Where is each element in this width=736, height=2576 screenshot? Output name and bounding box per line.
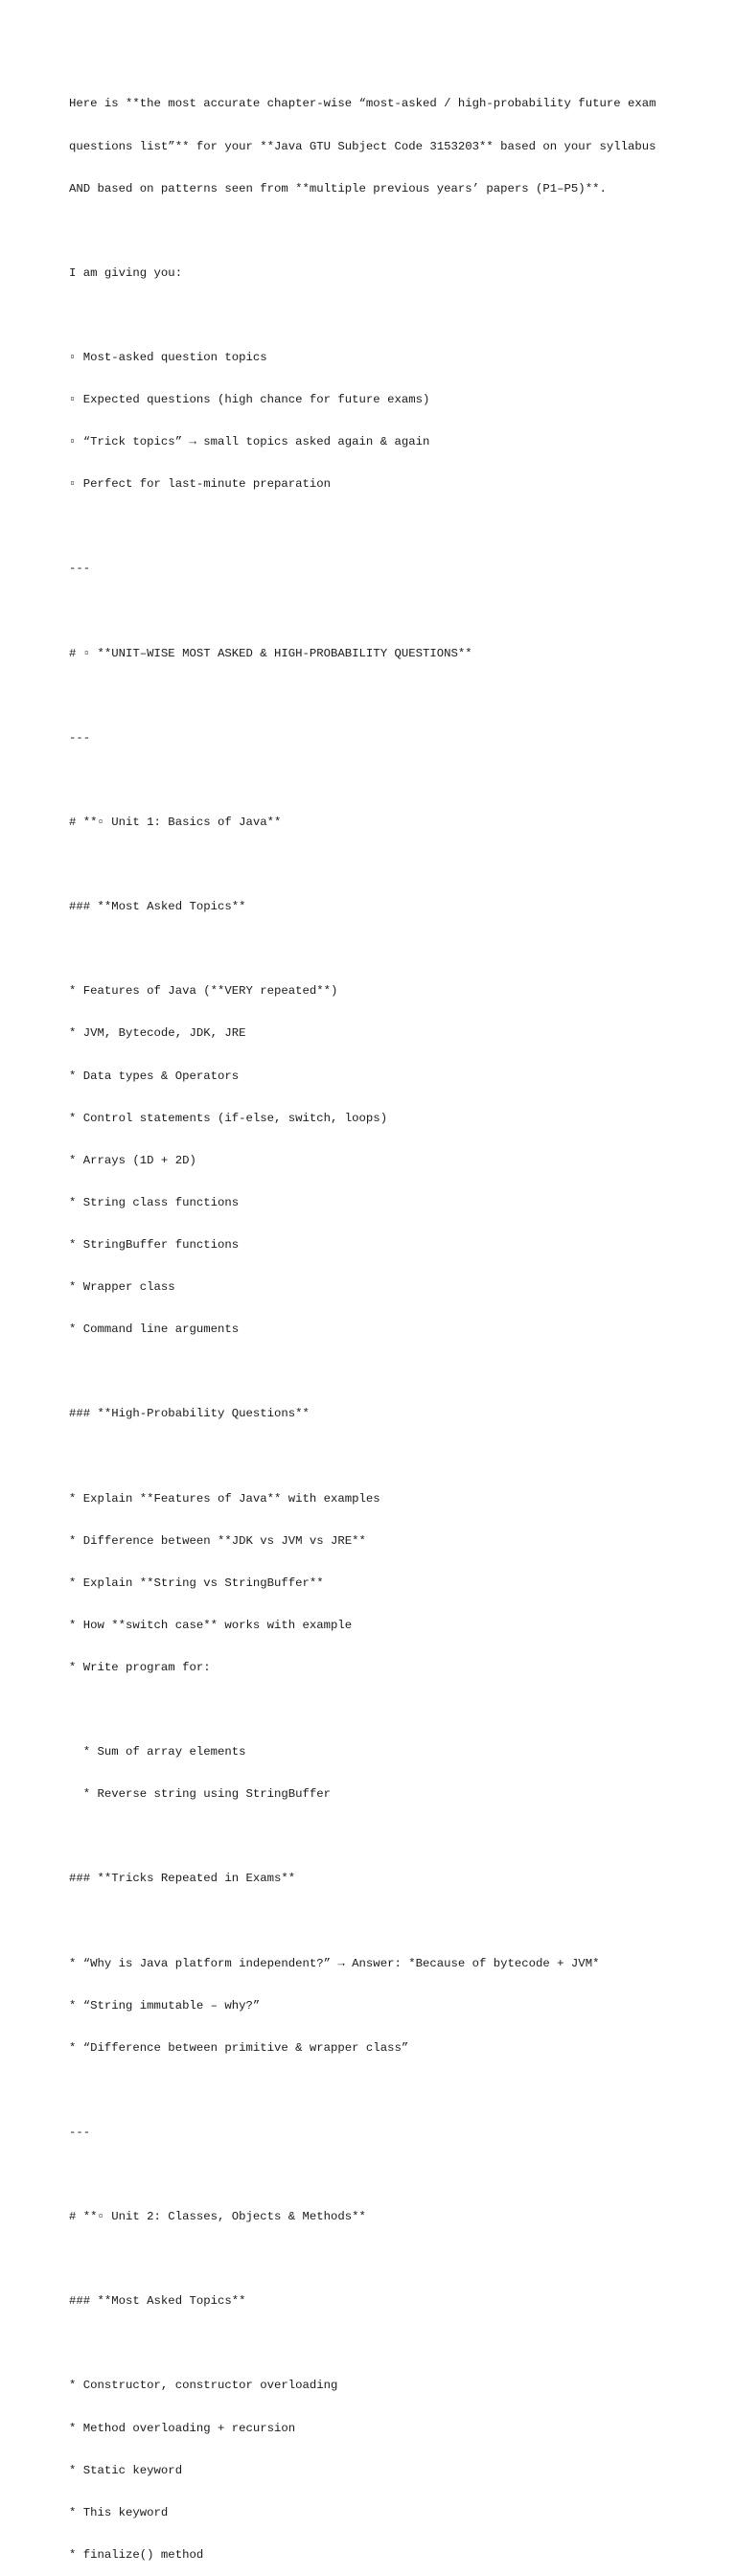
blank-line bbox=[69, 858, 702, 872]
list-item: * Explain **String vs StringBuffer** bbox=[69, 1576, 324, 1590]
list-item: * “String immutable – why?” bbox=[69, 1998, 261, 2012]
blank-line bbox=[69, 773, 702, 788]
list-item: * Explain **Features of Java** with examples bbox=[69, 1491, 380, 1506]
list-item: * Control statements (if-else, switch, loops) bbox=[69, 1111, 388, 1125]
blank-line bbox=[69, 1914, 702, 1928]
text-line: Here is **the most accurate chapter-wise “most-asked / high-probability future exam bbox=[69, 97, 656, 111]
subsection-heading: ### **High-Probability Questions** bbox=[69, 1407, 310, 1421]
unit-heading: # **▫ Unit 1: Basics of Java** bbox=[69, 816, 282, 829]
list-item: * Static keyword bbox=[69, 2463, 183, 2477]
divider: --- bbox=[69, 562, 91, 576]
list-item: * finalize() method bbox=[69, 2547, 204, 2562]
list-item: * This keyword bbox=[69, 2505, 169, 2519]
blank-line bbox=[69, 2083, 702, 2098]
list-item: ▫ Perfect for last-minute preparation bbox=[69, 477, 332, 492]
list-item: * StringBuffer functions bbox=[69, 1237, 240, 1252]
section-heading: # ▫ **UNIT–WISE MOST ASKED & HIGH-PROBABILITY QUESTIONS** bbox=[69, 646, 472, 660]
divider: --- bbox=[69, 730, 91, 745]
blank-line bbox=[69, 2252, 702, 2266]
unit-heading: # **▫ Unit 2: Classes, Objects & Methods** bbox=[69, 2210, 366, 2224]
nested-list-item: * Sum of array elements bbox=[69, 1745, 246, 1760]
list-item: * “Why is Java platform independent?” → Answer: *Because of bytecode + JVM* bbox=[69, 1956, 600, 1970]
list-item: * “Difference between primitive & wrapper class” bbox=[69, 2040, 409, 2055]
list-item: * String class functions bbox=[69, 1195, 240, 1209]
blank-line bbox=[69, 1449, 702, 1463]
blank-line bbox=[69, 309, 702, 323]
blank-line bbox=[69, 1365, 702, 1379]
blank-line bbox=[69, 689, 702, 703]
text-line: I am giving you: bbox=[69, 265, 183, 280]
list-item: * JVM, Bytecode, JDK, JRE bbox=[69, 1026, 246, 1041]
list-item: ▫ Expected questions (high chance for future exams) bbox=[69, 393, 430, 407]
blank-line bbox=[69, 605, 702, 619]
blank-line bbox=[69, 1703, 702, 1717]
list-item: * Method overloading + recursion bbox=[69, 2421, 296, 2435]
blank-line bbox=[69, 942, 702, 956]
list-item: * Write program for: bbox=[69, 1660, 211, 1674]
blank-line bbox=[69, 2336, 702, 2351]
blank-line bbox=[69, 2168, 702, 2182]
text-line: AND based on patterns seen from **multiple previous years’ papers (P1–P5)**. bbox=[69, 181, 607, 196]
text-line: questions list”** for your **Java GTU Subject Code 3153203** based on your syllabus bbox=[69, 139, 656, 153]
subsection-heading: ### **Most Asked Topics** bbox=[69, 900, 246, 914]
divider: --- bbox=[69, 2125, 91, 2139]
subsection-heading: ### **Tricks Repeated in Exams** bbox=[69, 1872, 296, 1886]
subsection-heading: ### **Most Asked Topics** bbox=[69, 2294, 246, 2309]
list-item: ▫ Most-asked question topics bbox=[69, 350, 267, 364]
list-item: * Data types & Operators bbox=[69, 1069, 240, 1083]
blank-line bbox=[69, 224, 702, 239]
blank-line bbox=[69, 519, 702, 534]
list-item: * Difference between **JDK vs JVM vs JRE** bbox=[69, 1533, 366, 1548]
list-item: * Constructor, constructor overloading bbox=[69, 2379, 338, 2393]
list-item: * Wrapper class bbox=[69, 1280, 175, 1295]
list-item: ▫ “Trick topics” → small topics asked again & again bbox=[69, 435, 430, 449]
document-body bbox=[69, 69, 702, 2576]
list-item: * Arrays (1D + 2D) bbox=[69, 1153, 196, 1167]
list-item: * Features of Java (**VERY repeated**) bbox=[69, 984, 338, 999]
blank-line bbox=[69, 1829, 702, 1844]
list-item: * Command line arguments bbox=[69, 1322, 240, 1337]
list-item: * How **switch case** works with example bbox=[69, 1618, 353, 1632]
nested-list-item: * Reverse string using StringBuffer bbox=[69, 1787, 332, 1802]
